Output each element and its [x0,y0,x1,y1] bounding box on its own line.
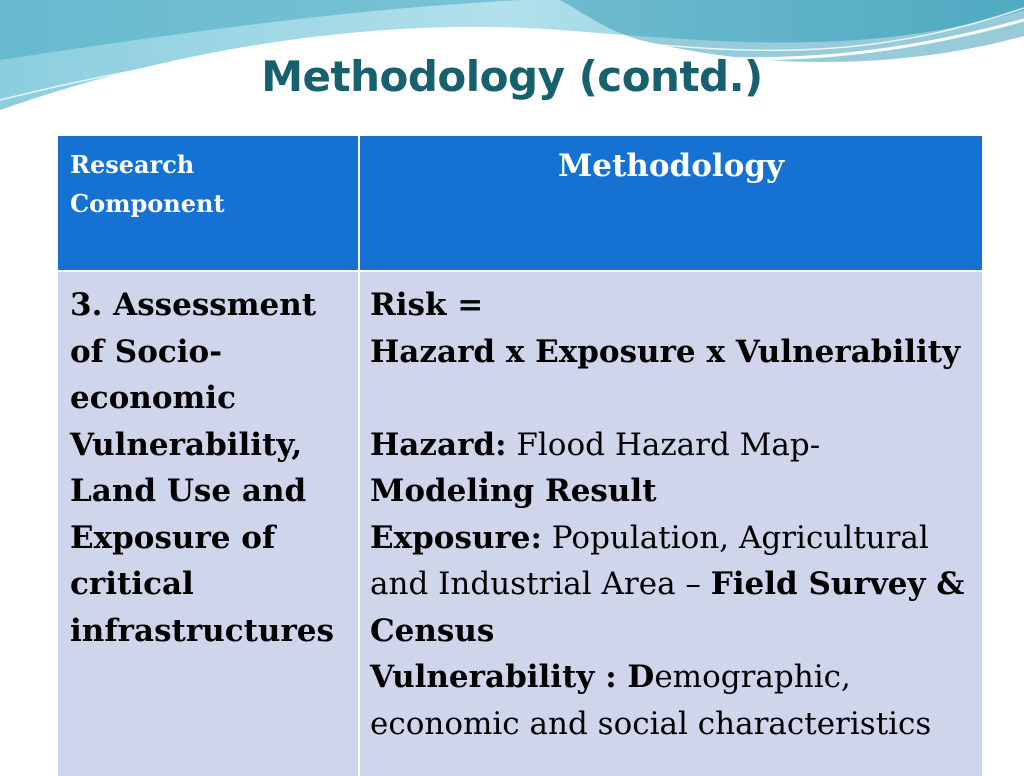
research-component-cell: 3. Assessment of Socio-economic Vulnerability, Land Use and Exposure of critical infrastructures [58,272,358,776]
header-methodology: Methodology [360,136,982,270]
hazard-text: Flood Hazard Map- [506,426,821,463]
slide-title: Methodology (contd.) [261,52,763,101]
exposure-bold: Field Survey & Census [370,566,965,649]
spacer [370,375,972,422]
methodology-cell [360,272,982,776]
header-research-component: Research Component [58,136,358,270]
vulnerability-text: emographic, economic and social characteristics [370,659,932,742]
hazard-line [370,422,972,515]
risk-formula: Hazard x Exposure x Vulnerability [370,333,961,370]
vulnerability-label: Vulnerability : D [370,659,655,695]
exposure-text: Population, Agricultural and Industrial Area – [370,519,929,602]
vulnerability-line [370,654,972,747]
methodology-table [58,136,982,776]
risk-label: Risk = [370,287,484,323]
exposure-label: Exposure: [370,519,542,556]
hazard-bold: Modeling Result [370,473,657,509]
hazard-label: Hazard: [370,426,507,463]
exposure-line [370,515,972,655]
